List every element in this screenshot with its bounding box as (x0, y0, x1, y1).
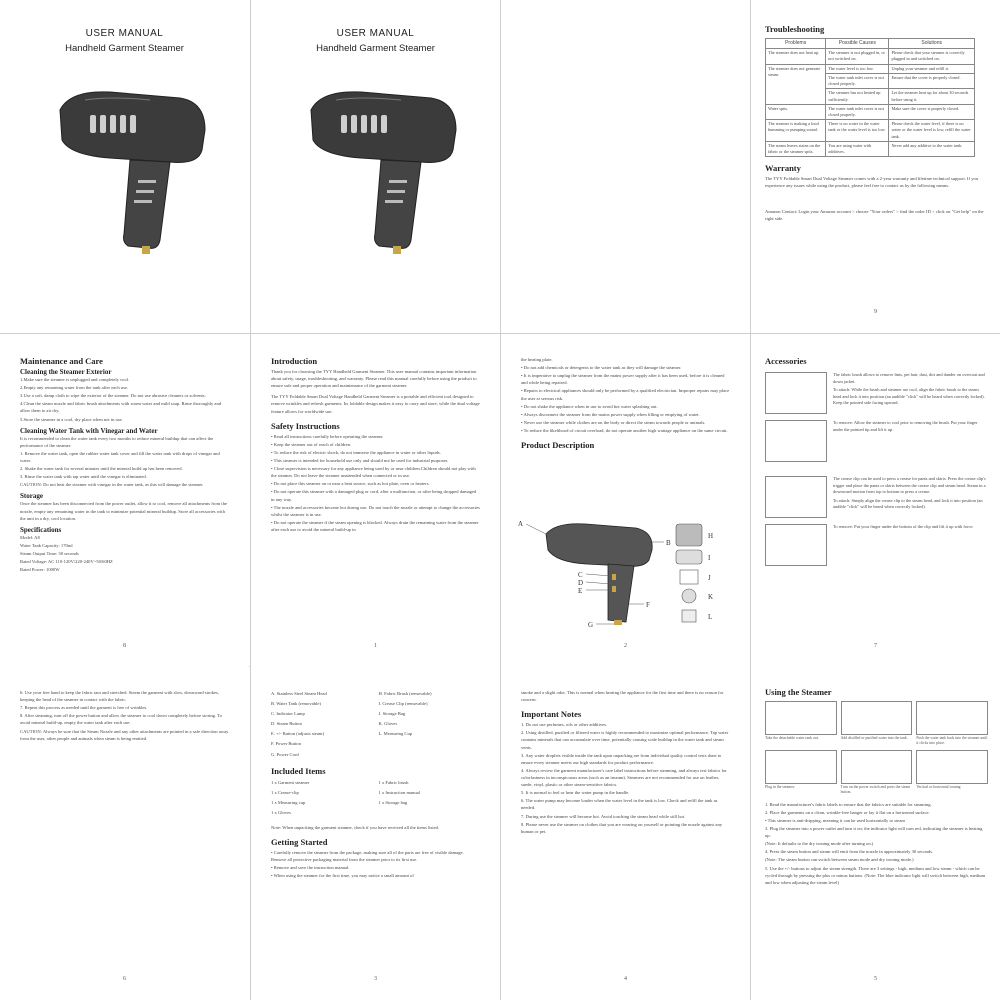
list-item: • Do not add chemicals or detergents to the water tank as they will damage the steamer. (521, 365, 682, 371)
part-label: J (708, 574, 711, 582)
page-number: 7 (874, 643, 877, 649)
introduction-heading: Introduction (271, 356, 318, 366)
crease-clip-remove-image (765, 524, 827, 566)
step-image (765, 701, 837, 735)
list-item: • Do not place this steamer on or near a heat source, such as hot plate, oven or heaters. (271, 481, 430, 487)
part-label: B (666, 539, 671, 547)
amazon-contact-text: Amazon Contact: Login your Amazon account > choose "Your orders" > find the order ID > click on "Get help" on the right side. (765, 208, 984, 221)
list-item: 6. Use your free hand to keep the fabric taut and stretched. Steam the garment with slow, downward strokes, keeping the head of the steamer in contact with the fabric. (20, 690, 219, 703)
list-item: 1 x Crease-clip (271, 789, 299, 795)
list-item: L. Measuring Cup (378, 731, 413, 737)
list-item: 1 x Fabric brush (378, 779, 409, 785)
table-row: The steam leaves stains on the fabric or the steamer spits. You are using water with additives. Never add any additive to the water tank. (766, 141, 975, 156)
list-item: 4. Always review the garment manufacturer's care label instructions before steaming, and always test fabrics for colorfastness in inconspicuous areas (such as an inseam). Steamers are not recommended for use on leather, suede, vinyl, plastic or other steam-sensitive fabrics. (521, 767, 727, 788)
list-item: 8. After steaming, turn off the power button and allow the steamer to cool down completely before storing. To avoid mineral build-up, empty the water tank after each use. (20, 713, 222, 726)
list-item: 7. During use the steamer will become hot. Avoid touching the steam head while still hot. (521, 813, 686, 819)
page-5 (751, 667, 1000, 1000)
table-row: The steamer has not heated up sufficiently. Let the steamer heat up for about 30 seconds before using it. (766, 89, 975, 104)
blank-page (501, 0, 750, 333)
list-item: • Remove and save the instruction manual. (271, 865, 350, 871)
list-item: E. +/- Button (adjusts steam) (271, 731, 324, 737)
cleaning-exterior-heading: Cleaning the Steamer Exterior (20, 368, 112, 376)
list-item: 5. Use the +/- buttons to adjust the steam strength. There are 3 settings - high, medium and low steam - which can be cycled through by pressing the plus or minus buttons. (Note: The blue indicator light will switch between high, medium and low when adjusting the steam level) (765, 865, 986, 885)
list-item: • This steamer is intended for household use only and should not be used for industrial purposes. (271, 457, 449, 463)
lead-text: smoke and a slight odor. This is normal when heating the appliance for the first time and there is no reason for concern. (521, 690, 724, 703)
list-item: I. Crease Clip (removable) (378, 701, 428, 707)
accessory-text: The crease clip can be used to press a crease for pants and skirts. Press the crease clip's trigger and place the pants or skirts between the crease clip and steam head. Steam in a downward motion from top to bottom to press a crease. (833, 476, 986, 495)
storage-text: Once the steamer has been disconnected from the power outlet, allow it to cool, remove all attachments from the nozzle, empty any remaining water in the tank to minimize potential mineral buildup. Store all accessories with the unit in a dry, cool location. (20, 501, 227, 521)
list-item: (Note: It defaults to the dry ironing mode after turning on.) (765, 841, 874, 847)
page-number: 9 (874, 309, 877, 315)
step-caption: Add distilled or purified water into the tank. (840, 736, 908, 740)
part-label: F (646, 601, 650, 609)
list-item: 3.Use a soft, damp cloth to wipe the exterior of the steamer. Do not use abrasive cleaners or solvents. (20, 393, 206, 399)
page-number: 4 (624, 976, 627, 982)
note-text: Note: When unpacking the garment steamer, check if you have received all the items listed. (271, 825, 440, 831)
page-number: 3 (374, 976, 377, 982)
table-header: Possible Causes (826, 39, 889, 49)
list-item: 4.Clean the steam nozzle and fabric brush attachments with warm water and mild soap. Rinse thoroughly and allow them to air dry. (20, 401, 222, 414)
accessory-text: To remove: Put your finger under the bottom of the clip and lift it up with force. (833, 524, 974, 529)
accessory-text: To attach: Simply align the crease clip to the steam head, and lock it into position (an audible "click" will be heard when correctly locked). (833, 497, 983, 510)
warranty-text: The TYY Foldable Smart Dual Voltage Steamer comes with a 2-year warranty and lifetime technical support. If you experience any issues while using the product, please feel free to contact us by the following means. (765, 176, 979, 189)
step-caption: Push the water tank back into the steamer until it clicks into place. (916, 736, 988, 745)
product-diagram (516, 514, 736, 634)
list-item: 2. Shake the water tank for several minutes until the mineral build up has been removed. (20, 466, 183, 472)
maintenance-heading: Maintenance and Care (20, 356, 103, 366)
spec-item: Rated Voltage: AC 110-120V/220-240V~50/60HZ (20, 559, 113, 565)
step-caption: Plug in the steamer. (765, 784, 795, 789)
table-row: Water spits. The water tank inlet cover is not closed properly. Make sure the cover is properly closed. (766, 104, 975, 119)
accessory-text: The fabric brush allows to remove lints, pet hair, dust, dirt and dander on overcoat and down jacket. (833, 372, 985, 384)
spec-item: Model: A8 (20, 534, 40, 540)
page-7 (751, 334, 1000, 667)
list-item: • To reduce the risk of electric shock, do not immerse the appliance in water or other liquids. (271, 449, 441, 455)
page-4 (501, 667, 750, 1000)
table-row: The water tank inlet cover is not closed properly. Ensure that the cover is properly closed. (766, 73, 975, 88)
product-description-heading: Product Description (521, 440, 595, 451)
accessories-heading: Accessories (765, 356, 807, 366)
step-image (916, 750, 988, 784)
cover-title: USER MANUAL (336, 28, 415, 39)
step-caption: Vertical or horizontal ironing (916, 784, 961, 789)
list-item: the heating plate. (521, 357, 553, 362)
page-8 (0, 334, 249, 667)
spec-item: Water Tank Capacity: 170ml (20, 542, 73, 548)
list-item: 3. Plug the steamer into a power outlet and turn it on; the indicator light will turn red, indicating the steamer is heating up. (765, 826, 983, 839)
list-item: • Carefully remove the steamer from the package, making sure all of the parts are free of visible damage. Remove all protective packaging material from the steamer prior to its first use. (271, 850, 464, 863)
list-item: • The nozzle and accessories become hot during use. Do not touch the nozzle or attempt to change the accessories whilst the steamer is in use. (271, 504, 480, 517)
list-item: • Do not shake the appliance when in use to avoid hot water splashing out. (521, 403, 658, 409)
usage-steps-images (765, 701, 988, 795)
table-row: The steamer does not heat up. The steamer is not plugged in, or not switched on. Please check that your steamer is correctly plugged in and switched on. (766, 49, 975, 64)
fabric-brush-image (765, 372, 827, 414)
list-item: • To reduce the likelihood of circuit overload, do not operate another high wattage appliance on the same circuit. (521, 427, 728, 433)
storage-heading: Storage (20, 492, 43, 501)
list-item: 1 x Garment steamer (271, 779, 310, 785)
cover-page-2 (251, 0, 500, 333)
part-label: K (708, 593, 714, 601)
table-header: Problems (766, 39, 826, 49)
list-item: 1 x Gloves (271, 809, 291, 815)
list-item: G. Power Cord (271, 751, 299, 757)
list-item: • When using the steamer for the first time, you may notice a small amount of (271, 873, 414, 879)
part-label: A (518, 520, 524, 528)
steamer-illustration (281, 70, 471, 260)
list-item: 8. Please never use the steamer on clothes that you are wearing on yourself or pointing the nozzle against any human or pet. (521, 821, 723, 834)
part-label: G (588, 621, 594, 629)
list-item: It is recommended to clean the water tank every two months to reduce mineral buildup that can affect the performance of the steamer. (20, 435, 214, 448)
getting-started-heading: Getting Started (271, 837, 328, 848)
important-notes-heading: Important Notes (521, 709, 582, 720)
spec-item: Steam Output Time: 30 seconds (20, 550, 79, 556)
list-item: • It is imperative to unplug the steamer from the mains power supply after it has been used, before it is cleaned and while being repaired. (521, 373, 725, 386)
page-number: 1 (374, 643, 377, 649)
list-item: H. Fabric Brush (removable) (378, 691, 432, 696)
table-header: Solutions (889, 39, 975, 49)
caution-text: CAUTION: Do not heat the steamer with vinegar in the water tank, as this will damage the steamer. (20, 482, 204, 488)
list-item: J. Storage Bag (378, 711, 406, 717)
step-image (765, 750, 837, 784)
table-row: The steamer does not generate steam. The water level is too low. Unplug your steamer and refill it. (766, 64, 975, 73)
caution-text: CAUTION: Always be sure that the Steam Nozzle and any other attachments are pointed in a safe direction away from the user, other people and animals when steam is being emitted. (20, 728, 229, 741)
warranty-heading: Warranty (765, 163, 801, 174)
part-label: I (708, 554, 711, 562)
cover-page-1 (0, 0, 249, 333)
part-label: L (708, 613, 713, 621)
part-label: H (708, 532, 714, 540)
steamer-illustration (30, 70, 220, 260)
parts-list (271, 689, 480, 760)
list-item: (Note: The steam button can switch between steam mode and dry ironing mode.) (765, 857, 914, 863)
page-number: 2 (624, 643, 627, 649)
accessory-text: To remove: Allow the steamer to cool prior to removing the brush. Put your finger under the pointed tip and lift it up. (833, 420, 978, 432)
safety-heading: Safety Instructions (271, 420, 340, 431)
table-row: The steamer is making a loud humming or pumping sound. There is no water in the water tank or the water level is too low. Please check the water level, if there is no water or the water level is low, refill the water tank. (766, 120, 975, 142)
list-item: 6. The water pump may become louder when the water level in the tank is low. Check and refill the tank as needed. (521, 798, 718, 811)
list-item: 2.Empty any remaining water from the tank after each use. (20, 385, 129, 391)
list-item: • Never use the steamer while clothes are on the body or direct the steam towards people or animals. (521, 419, 706, 425)
cleaning-tank-heading: Cleaning Water Tank with Vinegar and Water (20, 426, 158, 435)
list-item: 1. Remove the water tank, open the rubber water tank cover and fill the water tank with drops of vinegar and water. (20, 450, 220, 463)
crease-clip-image (765, 476, 827, 518)
step-image (916, 701, 988, 735)
list-item: 1.Make sure the steamer is unplugged and completely cool. (20, 377, 130, 382)
intro-paragraph: The TYY Foldable Smart Dual Voltage Handheld Garment Steamer is a portable and efficient tool designed to remove wrinkles and refresh garments. Its foldable design makes it easy to carry and store, while the dual voltage feature allows for worldwide use. (271, 394, 480, 414)
list-item: D. Steam Button (271, 721, 302, 727)
page-1 (251, 334, 500, 667)
page-2 (501, 334, 750, 667)
list-item: A. Stainless Steel Steam Head (271, 691, 327, 696)
fabric-brush-remove-image (765, 420, 827, 462)
cover-title: USER MANUAL (85, 28, 164, 39)
list-item: 5.Store the steamer in a cool, dry place when not in use. (20, 416, 123, 422)
list-item: 2. Place the garments on a clean, wrinkle-free hanger or lay it flat on a horizontal surface. (765, 809, 930, 815)
list-item: • Close supervision is necessary for any appliance being used by or near children.Children should not play with the steamer. Do not leave the steamer unattended when connected or in use. (271, 466, 476, 479)
list-item: 3. Rinse the water tank with tap water until the vinegar is eliminated. (20, 474, 147, 480)
page-number: 6 (123, 976, 126, 982)
list-item: • Do not operate the steamer if the steam opening is blocked. Always drain the remaining water from the steamer after each use to avoid the mineral build-up in (271, 519, 479, 532)
specifications-heading: Specifications (20, 525, 62, 534)
step-caption: Turn on the power switch and press the steam button. (840, 784, 911, 794)
accessory-text: To attach: While the brush and steamer are cool, align the fabric brush to the steam head and lock it into position (an audible "click" will be heard when correctly locked). Keep the pointed side facing upward. (833, 387, 985, 406)
step-caption: Take the detachable water tank out. (765, 736, 819, 740)
intro-paragraph: Thank you for choosing the TYY Handheld Garment Steamer. This user manual contains important information about safety, usage, troubleshooting, and warranty. Please read this manual carefully before using the product to ensure safe and proper operation and maintenance of the garment steamer. (271, 369, 477, 389)
troubleshooting-table (765, 38, 975, 157)
list-item: 3. Any water droplets visible inside the tank upon unpacking are from individual quality control tests done to ensure every steamer meets our high standards for product performance. (521, 752, 722, 765)
cover-subtitle: Handheld Garment Steamer (65, 43, 184, 54)
list-item: 1 x Measuring cup (271, 799, 306, 805)
page-3 (251, 667, 500, 1000)
list-item: • Do not operate this steamer with a damaged plug or cord, after a malfunction, or after being dropped damaged in any way. (271, 489, 477, 502)
using-steamer-heading: Using the Steamer (765, 687, 832, 697)
list-item: 7. Repeat this process as needed until the garment is free of wrinkles. (20, 705, 148, 711)
list-item: 1. Read the manufacturer's fabric labels to ensure that the fabrics are suitable for steaming. (765, 801, 932, 807)
list-item: • This steamer is anti-dripping, meaning it can be used horizontally to steam (765, 817, 905, 823)
spec-item: Rated Power: 1000W (20, 567, 60, 573)
list-item: 1 x Storage bag (378, 799, 408, 805)
included-items-list (271, 778, 480, 818)
list-item: 2. Using distilled, purified or filtered water is highly recommended to maximize optimal performance. Tap water contains minerals that can accumulate over time, potentially causing scale buildup in the water tank and steam vents. (521, 730, 729, 750)
part-label: E (578, 587, 583, 595)
list-item: 4. Press the steam button and steam will emit from the nozzle in approximately 30 seconds. (765, 849, 934, 855)
list-item: 1. Do not use perfumes, oils or other additives. (521, 722, 608, 728)
step-image (841, 701, 913, 735)
list-item: 5. It is normal to feel or hear the water pump in the handle. (521, 790, 630, 796)
part-label: D (578, 579, 584, 587)
included-items-heading: Included Items (271, 765, 326, 776)
cover-subtitle: Handheld Garment Steamer (316, 43, 435, 54)
part-label: C (578, 571, 583, 579)
list-item: B. Water Tank (removable) (271, 701, 321, 707)
page-number: 8 (123, 643, 126, 649)
list-item: C. Indicator Lamp (271, 711, 305, 717)
troubleshooting-heading: Troubleshooting (765, 24, 825, 34)
list-item: F. Power Button (271, 741, 301, 747)
list-item: 1 x Instruction manual (378, 789, 420, 795)
page-9 (751, 0, 1000, 333)
list-item: • Always disconnect the steamer from the mains power supply when filling or emptying of water. (521, 411, 700, 417)
page-6 (0, 667, 249, 1000)
list-item: • Read all instructions carefully before operating the steamer. (271, 433, 384, 439)
step-image (841, 750, 913, 784)
list-item: • Repairs to electrical appliances should only be performed by a qualified electrician. Improper repairs may place the user at serious risk. (521, 388, 730, 401)
list-item: K. Gloves (378, 721, 398, 727)
list-item: • Keep the steamer out of reach of children. (271, 441, 352, 447)
page-number: 5 (874, 976, 877, 982)
